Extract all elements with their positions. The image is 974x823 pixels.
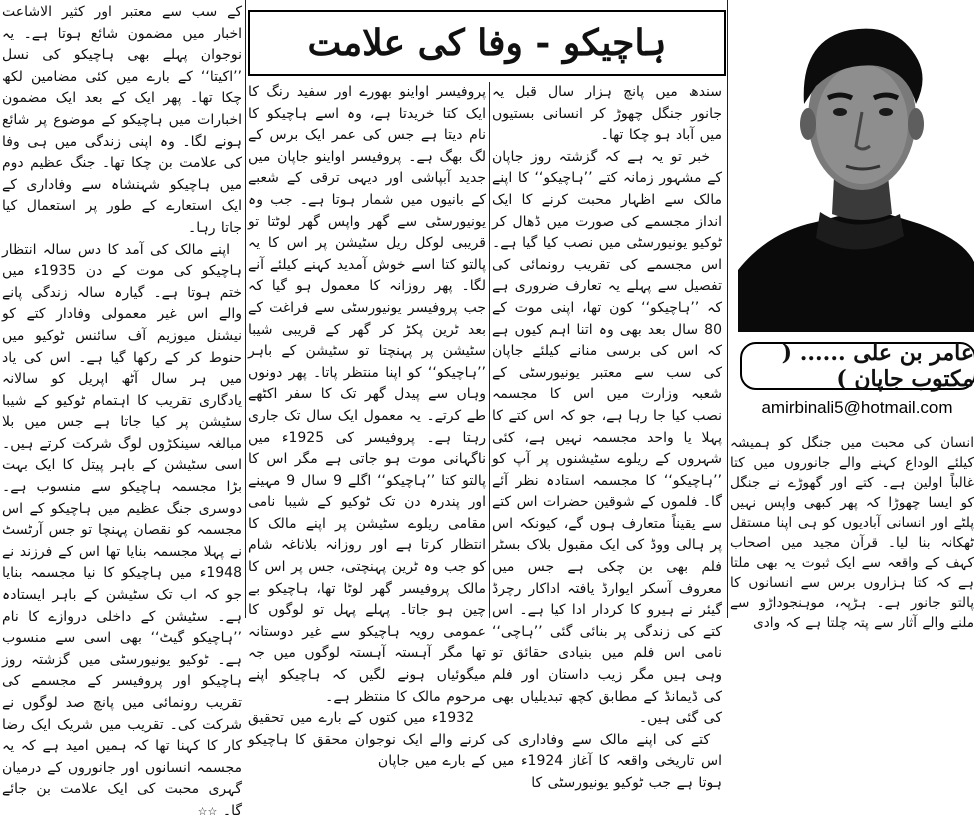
author-email[interactable]: amirbinali5@hotmail.com	[761, 398, 953, 417]
paragraph: خبر تو یہ ہے کہ گزشتہ روز جاپان کے مشہور زمانہ کتے ’’ہاچیکو‘‘ کا اپنے مالک سے اظہار محبت کرنے کا ایک انداز مجسمے کی صورت میں ڈھال کر ٹوکیو یونیورسٹی میں نصب کیا گیا ہے۔ اس مجسمے کی تقریب رونمائی کی تفصیل سے پہلے یہ تعارف ضروری ہے کہ ’’ہاچیکو‘‘ کون تھا، اپنی موت کے 80 سال بعد بھی وہ اتنا اہم کیوں ہے کہ اس کی برسی منانے کیلئے جاپان کی سب سے معتبر یونیورسٹی کے شعبہ وزارت میں اس کا مجسمہ نصب کیا جا رہا ہے، جو کہ اس کتے کا پہلا یا واحد مجسمہ نہیں ہے، کئی شہروں کے ریلوے سٹیشنوں پر آپ کو ’’ہاچیکو‘‘ کا مجسمہ استادہ نظر آئے گا۔ فلموں کے شوقین حضرات اس کتے سے یقیناً متعارف ہوں گے، کیونکہ اس پر ہالی ووڈ کی ایک مقبول بلاک بسٹر فلم بھی بن چکی ہے جس میں معروف آسکر ایوارڈ یافتہ اداکار رچرڈ گیئر نے ہیرو کا کردار ادا کیا ہے۔ اس کتے کی زندگی پر بنائی گئی ’’ہاچی‘‘ نامی اس فلم میں بنیادی حقائق تو وہی ہیں مگر زیب داستان اور فلم کی ڈیمانڈ کے مطابق کچھ تبدیلیاں بھی کی گئی ہیں۔	[492, 148, 722, 727]
paragraph: 1932ء میں کتوں کے بارے میں تحقیق کرنے والے ایک نوجوان محقق کا ہاچیکو کے بارے میں جاپان	[248, 710, 486, 770]
paragraph	[2, 240, 242, 823]
article-column-1	[730, 433, 974, 633]
paragraph: کے سب سے معتبر اور کثیر الاشاعت اخبار میں مضمون شائع ہوتا ہے۔ یہ نوجوان پہلے بھی ہاچیکو کی نسل ’’اکیتا‘‘ کے بارے میں کئی مضامین لکھ چکا تھا۔ پھر ایک کے بعد ایک مضمون اخبارات میں ہاچیکو کے موضوع پر شائع ہونے لگا۔ وہ اپنی زندگی میں ہی وفا کی علامت بن چکا تھا۔ جنگ عظیم دوم میں ہاچیکو شہنشاہ سے وفاداری کے ایک استعارے کے طور پر استعمال کیا جاتا رہا۔	[2, 4, 242, 236]
author-portrait-icon	[738, 0, 974, 332]
column-divider	[245, 0, 246, 618]
article-column-4	[2, 2, 242, 823]
article-column-2	[492, 82, 722, 795]
paragraph: پروفیسر اواینو بھورے اور سفید رنگ کا ایک کتا خریدتا ہے، وہ اسے ہاچیکو کا نام دیتا ہے جس کی عمر ایک برس کے لگ بھگ ہے۔ پروفیسر اواینو جاپان میں جدید آبپاشی اور دیہی ترقی کے شعبے کے بانیوں میں شمار ہوتا ہے۔ جب وہ یونیورسٹی سے گھر واپس گھر لوٹتا تو قریبی لوکل ریل سٹیشن پر اس کا یہ پالتو کتا اسے خوش آمدید کہنے کیلئے آنے لگا۔ پھر روزانہ کا معمول ہو گیا کہ جب پروفیسر یونیورسٹی سے فراغت کے بعد ٹرین پکڑ کر گھر کے قریبی شیبا سٹیشن پر پہنچتا تو سٹیشن کے باہر ’’ہاچیکو‘‘ کو اپنا منتظر پاتا۔ پھر دونوں وہاں سے پیدل گھر تک کا سفر اکٹھے طے کرتے۔ یہ معمول ایک سال تک جاری رہتا ہے۔ پروفیسر کی 1925ء میں ناگہانی موت ہو جاتی ہے مگر اس کا پالتو کتا ’’ہاچیکو‘‘ اگلے 9 سال 9 مہینے اور پندرہ دن تک ٹوکیو کے شیبا نامی مقامی ریلوے سٹیشن پر اپنے مالک کا انتظار کرتا ہے اور روزانہ بلاناغہ شام کو جب وہ ٹرین پہنچتی، جس پر اس کا مالک پروفیسر گھر لوٹا تھا، ہاچیکو بے چین ہو جاتا۔ پہلے پہل تو لوگوں کا عمومی رویہ ہاچیکو سے غیر دوستانہ تھا مگر آہستہ آہستہ لوگوں میں جہ میگوئیاں ہونے لگیں کہ ہاچیکو اپنے مرحوم مالک کا منتظر ہے۔	[248, 84, 486, 705]
byline-box	[740, 342, 974, 390]
end-mark: ☆☆	[197, 804, 218, 818]
headline-box	[248, 10, 726, 76]
paragraph-text: اپنے مالک کی آمد کا دس سالہ انتظار ہاچیکو کی موت کے دن 1935ء میں ختم ہوتا ہے۔ گیارہ سالہ زندگی پانے والے اس غیر معمولی وفادار کتے کو نیشنل میوزیم آف سائنس ٹوکیو میں حنوط کر کے رکھا گیا ہے۔ اس کی یاد میں ہر سال آٹھ اپریل کو سالانہ یادگاری تقریب کا اہتمام ٹوکیو کے شیبا سٹیشن پر کیا جاتا ہے جس میں بلا مبالغہ سینکڑوں لوگ شرکت کرتے ہیں۔ اسی سٹیشن کے باہر پیتل کا ایک بہت بڑا مجسمہ ہاچیکو سے منسوب ہے۔ دوسری جنگ عظیم میں ہاچیکو کے اس مجسمہ کو نقصان پہنچا تو جس آرٹسٹ نے پہلا مجسمہ بنایا تھا اس کے فرزند نے 1948ء میں ہاچیکو کا نیا مجسمہ بنایا جو کہ اب تک سٹیشن کے باہر ایستادہ ہے۔ سٹیشن کے داخلی دروازے کا نام ’’ہاچیکو گیٹ‘‘ بھی اسی سے منسوب ہے۔ ٹوکیو یونیورسٹی میں گزشتہ روز ہاچیکو اور پروفیسر کے مجسمے کی تقریب رونمائی میں پانچ صد لوگوں نے شرکت کی۔ تقریب میں شریک ایک رضا کار کا کہنا تھا کہ ہمیں امید ہے کہ یہ مجسمہ انسانوں اور جانوروں کے درمیان گہری محبت کی ایک علامت بن جائے گا۔	[2, 241, 242, 819]
byline: عامر بن علی ...... ( مکتوب جاپان )	[781, 340, 974, 392]
article-column-3	[248, 82, 486, 773]
column-divider	[727, 0, 728, 618]
author-photo	[738, 0, 974, 332]
column-divider	[489, 82, 490, 618]
paragraph: سندھ میں پانچ ہزار سال قبل یہ جانور جنگل چھوڑ کر انسانی بستیوں میں آباد ہو چکا تھا۔	[492, 84, 722, 144]
paragraph: انسان کی محبت میں جنگل کو ہمیشہ کیلئے الوداع کہنے والے جانوروں میں کتا غالباً اولین ہے۔ کتے اور گھوڑے نے جنگل کو ایسا چھوڑا کہ پھر کبھی واپس نہیں پلٹے اور انسانی آبادیوں کو ہی اپنا مستقل ٹھکانہ بنا لیا۔ قرآن مجید میں اصحاب کہف کے واقعہ سے ایک ثبوت یہ بھی ملتا ہے کہ کتا ہزاروں برس سے انسانوں کا پالتو جانور ہے۔ ہڑپہ، موہنجوداڑو سے ملنے والے آثار سے پتہ چلتا ہے کہ وادی	[730, 435, 974, 631]
headline: ہاچیکو - وفا کی علامت	[307, 22, 667, 64]
paragraph: کتے کی اپنے مالک سے وفاداری کی اس تاریخی واقعہ کا آغاز 1924ء میں ہوتا ہے جب ٹوکیو یونیورسٹی کا	[492, 731, 722, 791]
